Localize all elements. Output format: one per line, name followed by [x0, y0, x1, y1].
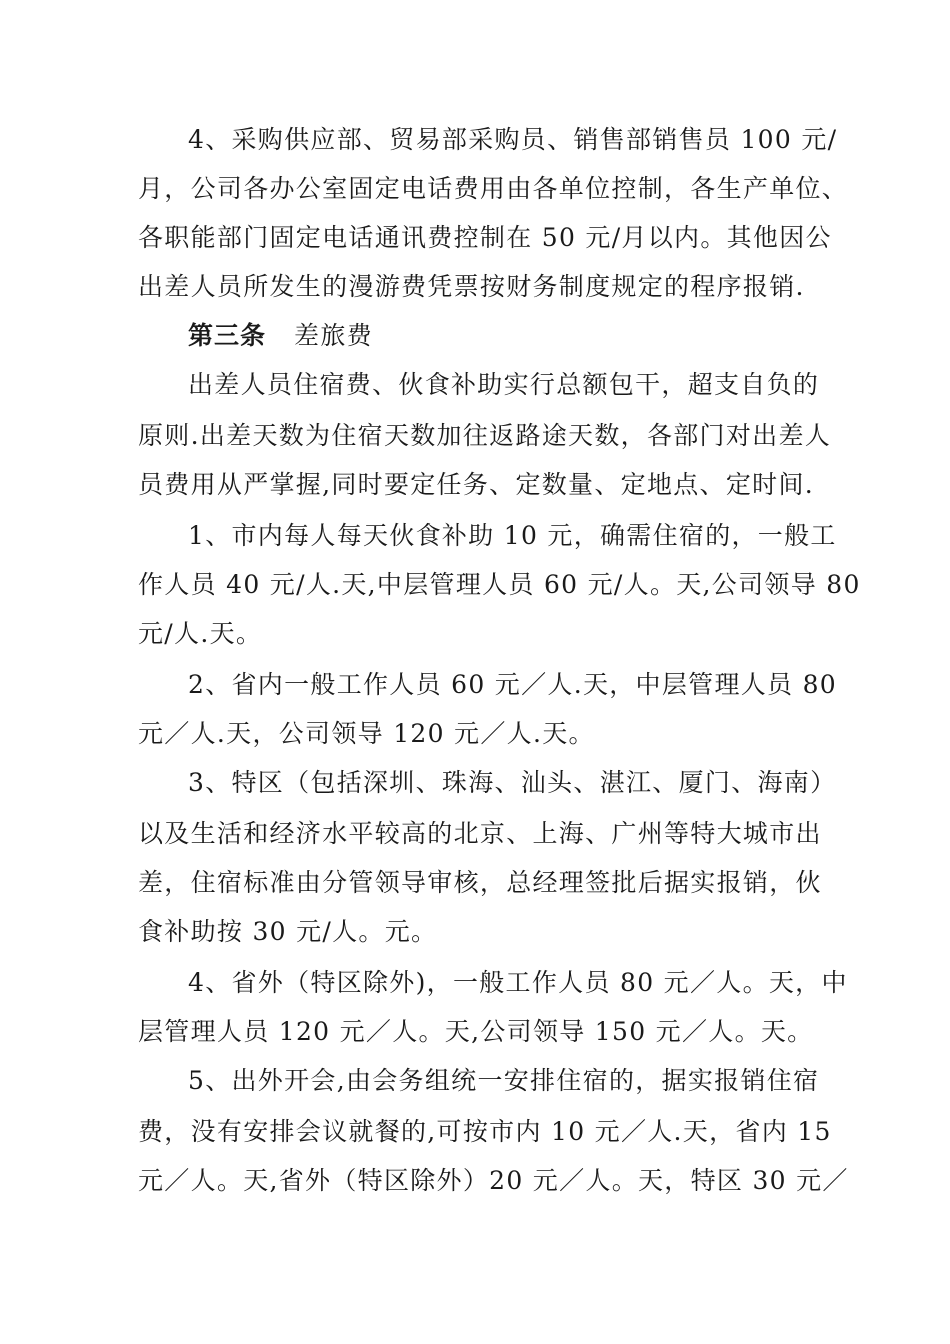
paragraph-line: 出差人员所发生的漫游费凭票按财务制度规定的程序报销. — [138, 272, 805, 301]
paragraph-line: 出差人员住宿费、伙食补助实行总额包干，超支自负的 — [188, 370, 820, 399]
paragraph-line: 元／人。天,省外（特区除外）20 元／人。天，特区 30 元／ — [138, 1166, 849, 1195]
paragraph-line: 3、特区（包括深圳、珠海、汕头、湛江、厦门、海南） — [188, 768, 837, 797]
section-heading — [188, 320, 828, 352]
paragraph-line: 1、市内每人每天伙食补助 10 元，确需住宿的，一般工 — [188, 521, 837, 550]
paragraph-line: 差，住宿标准由分管领导审核，总经理签批后据实报销，伙 — [138, 868, 822, 897]
paragraph-line: 费，没有安排会议就餐的,可按市内 10 元／人.天，省内 15 — [138, 1117, 832, 1146]
paragraph-line: 原则.出差天数为住宿天数加往返路途天数，各部门对出差人 — [138, 421, 832, 450]
paragraph-line: 4、省外（特区除外)，一般工作人员 80 元／人。天，中 — [188, 968, 848, 997]
section-title: 差旅费 — [294, 321, 373, 350]
paragraph-line: 元/人.天。 — [138, 619, 263, 648]
paragraph-line: 元／人.天，公司领导 120 元／人.天。 — [138, 719, 595, 748]
paragraph-line: 以及生活和经济水平较高的北京、上海、广州等特大城市出 — [138, 819, 822, 848]
section-number: 第三条 — [188, 321, 267, 350]
paragraph-line: 食补助按 30 元/人。元。 — [138, 917, 438, 946]
paragraph-line: 层管理人员 120 元／人。天,公司领导 150 元／人。天。 — [138, 1017, 814, 1046]
paragraph-line: 作人员 40 元/人.天,中层管理人员 60 元/人。天,公司领导 80 — [138, 570, 861, 599]
paragraph-line: 月，公司各办公室固定电话费用由各单位控制，各生产单位、 — [138, 174, 849, 203]
paragraph-line: 各职能部门固定电话通讯费控制在 50 元/月以内。其他因公 — [138, 223, 832, 252]
paragraph-line: 4、采购供应部、贸易部采购员、销售部销售员 100 元/ — [188, 125, 838, 154]
paragraph-line: 5、出外开会,由会务组统一安排住宿的，据实报销住宿 — [188, 1066, 820, 1095]
paragraph-line: 员费用从严掌握,同时要定任务、定数量、定地点、定时间. — [138, 470, 814, 499]
paragraph-line: 2、省内一般工作人员 60 元／人.天，中层管理人员 80 — [188, 670, 838, 699]
